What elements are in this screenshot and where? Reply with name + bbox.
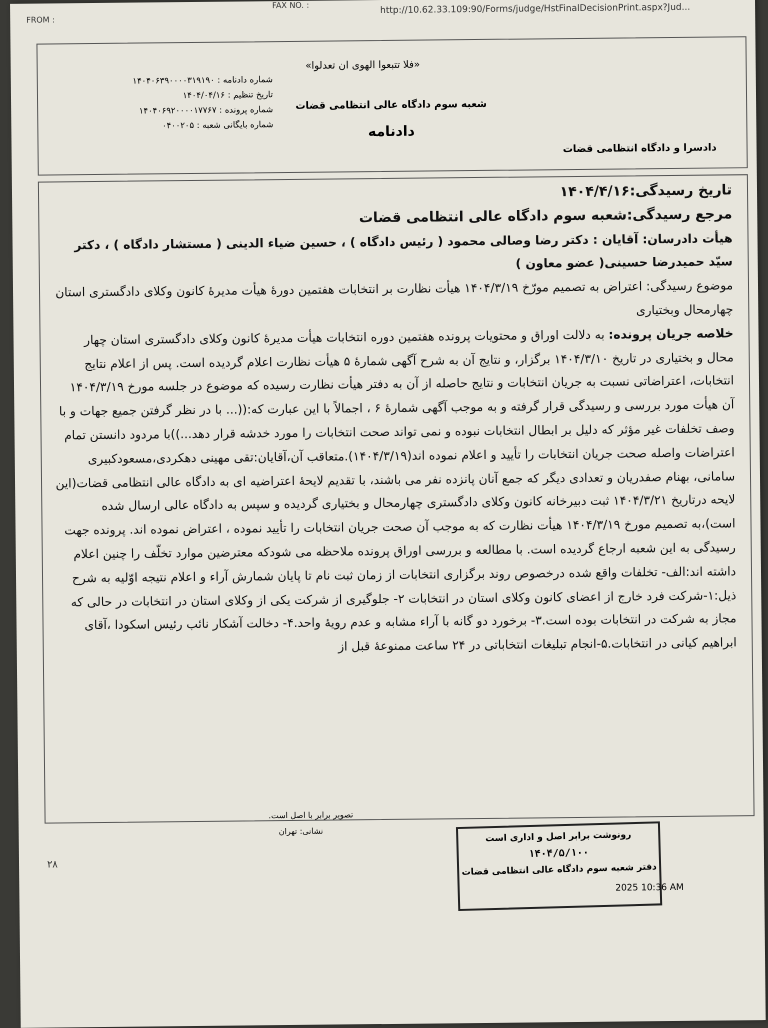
subject: موضوع رسیدگی: اعتراض به تصمیم مورّخ ۱۴۰۴/۳/۱۹ هیأت نظارت بر انتخابات هفتمین دورهٔ هیأت مدیرهٔ کانون وکلای دادگستری استان چهارمحال وبختیاری [55,278,734,318]
doc-title: دادنامه [367,123,415,141]
office-name: دادسرا و دادگاه انتظامی قضات [562,142,717,156]
document-page [10,0,766,1028]
fax-from-label: FROM : [26,15,55,25]
certification-stamp [456,821,662,911]
document-body [52,179,737,662]
certified-copy-note: تصویر برابر با اصل است. [268,810,354,821]
summary-label: خلاصه جریان پرونده: [608,326,734,342]
issue-date: تاریخ تنظیم : ۱۴۰۴/۰۴/۱۶ [182,90,274,102]
judges-panel: هیأت دادرسان: آقایان : دکتر رضا وصالی محمود ( رئیس دادگاه ) ، حسین ضیاء الدینی ( مستشار دادگاه ) ، دکتر سیّد حمیدرضا حسینی( عضو معاون ) [74,230,733,272]
summary-text: به دلالت اوراق و محتویات پرونده هفتمین دوره انتخابات هیأت مدیرهٔ کانون وکلای دادگستری استان چهار محال و بختیاری در تاریخ ۱۴۰۴/۳/۱۰ برگزار، و نتایج آن به شرح آگهی شمارهٔ ۵ هیأت نظارت اعلام گردیده است. پس از اعلام نتایج انتخابات، اعتراضاتی نسبت به جریان انتخابات و نتایج حاصله از آن به دفتر هیأت نظارت رسیده که موضوع در جلسه مورخ ۱۴۰۴/۳/۱۹ آن هیأت مورد بررسی و رسیدگی قرار گرفته و به موجب آگهی شمارهٔ ۶ ، اجمالاً با این عبارت که:((... با در نظر گرفتن جمیع جهات و با وصف تخلفات غیر مؤثر که دلیل بر ابطال انتخابات نبوده و نمی تواند صحت انتخابات را مورد خدشه قرار دهد...))با مردود دانستن تمام اعتراضات واصله صحت جریان انتخابات را تأیید و اعلام نموده اند(۱۴۰۴/۳/۱۹).متعاقب آن،آقایان:تقی مهینی دهکردی،مسعودکبیری سامانی، بهنام صفدریان و تعدادی دیگر که جمع آنان پانزده نفر می باشند، با تقدیم لایحهٔ اعتراضیه ای به دادگاه عالی انتظامی قضات(این لایحه درتاریخ ۱۴۰۴/۳/۲۱ ثبت دبیرخانه کانون وکلای دادگستری چهارمحال و بختیاری گردیده و سپس به دادگاه عالی ارسال شده است)،به تصمیم مورخ ۱۴۰۴/۳/۱۹ هیأت نظارت که به موجب آن صحت جریان انتخابات را تأیید نموده ، اعتراض نموده اند. پرونده جهت رسیدگی به این شعبه ارجاع گردیده است. با مطالعه و بررسی اوراق پرونده ملاحظه می شودکه معترضین موارد تخلّف را چنین اعلام داشته اند:الف- تخلفات واقع شده درخصوص روند برگزاری انتخابات از زمان ثبت نام تا پایان شمارش آراء و اعلام نتیجه اوّلیه به شرح ذیل:۱-شرکت فرد خارج از اعضای کانون وکلای استان در انتخابات ۲- جلوگیری از شرکت یکی از وکلای استان در انتخابات در حالی که مجاز به شرکت در انتخابات بوده است.۳- برخورد دو گانه با آراء مشابه و عدم رویهٔ واحد.۴- دخالت آشکار نائب رئیس اسکودا ،آقای ابراهیم کیانی در انتخابات.۵-انجام تبلیغات انتخاباتی در ۲۴ ساعت ممنوعهٔ قبل از [55,327,737,654]
court-branch: شعبه سوم دادگاه عالی انتظامی قضات [295,98,487,112]
stamp-line-3: دفتر شعبه سوم دادگاه عالی انتظامی قضات [461,862,657,878]
summary-paragraph [53,322,736,662]
archive-number: شماره بایگانی شعبه : ۰۴۰۰۲۰۵ [162,120,274,132]
motto: «فلا تتبعوا الهوى ان تعدلوا» [305,59,421,72]
file-number: شماره پرونده : ۱۴۰۴۰۶۹۲۰۰۰۰۱۷۷۶۷ [138,105,274,117]
doc-number: شماره دادنامه : ۱۴۰۴۰۶۳۹۰۰۰۰۳۱۹۱۹۰ [132,75,273,87]
review-date: تاریخ رسیدگی:۱۴۰۴/۴/۱۶ [559,182,733,201]
fax-timestamp: 2025 10:36 AM [615,882,684,894]
stamp-line-1: رونوشت برابر اصل و اداری است [485,830,632,845]
stamp-line-2: ۱۴۰۴/۵/۱۰۰ [528,847,589,861]
address-note: نشانی: تهران [278,826,324,837]
print-url: http://10.62.33.109:90/Forms/judge/HstFinalDecisionPrint.aspx?Jud... [380,2,691,17]
page-number: ۲۸ [46,859,58,871]
header-metadata [103,73,274,135]
fax-number-label: FAX NO. : [272,0,310,11]
review-authority: مرجع رسیدگی:شعبه سوم دادگاه عالی انتظامی قضات [358,206,733,227]
